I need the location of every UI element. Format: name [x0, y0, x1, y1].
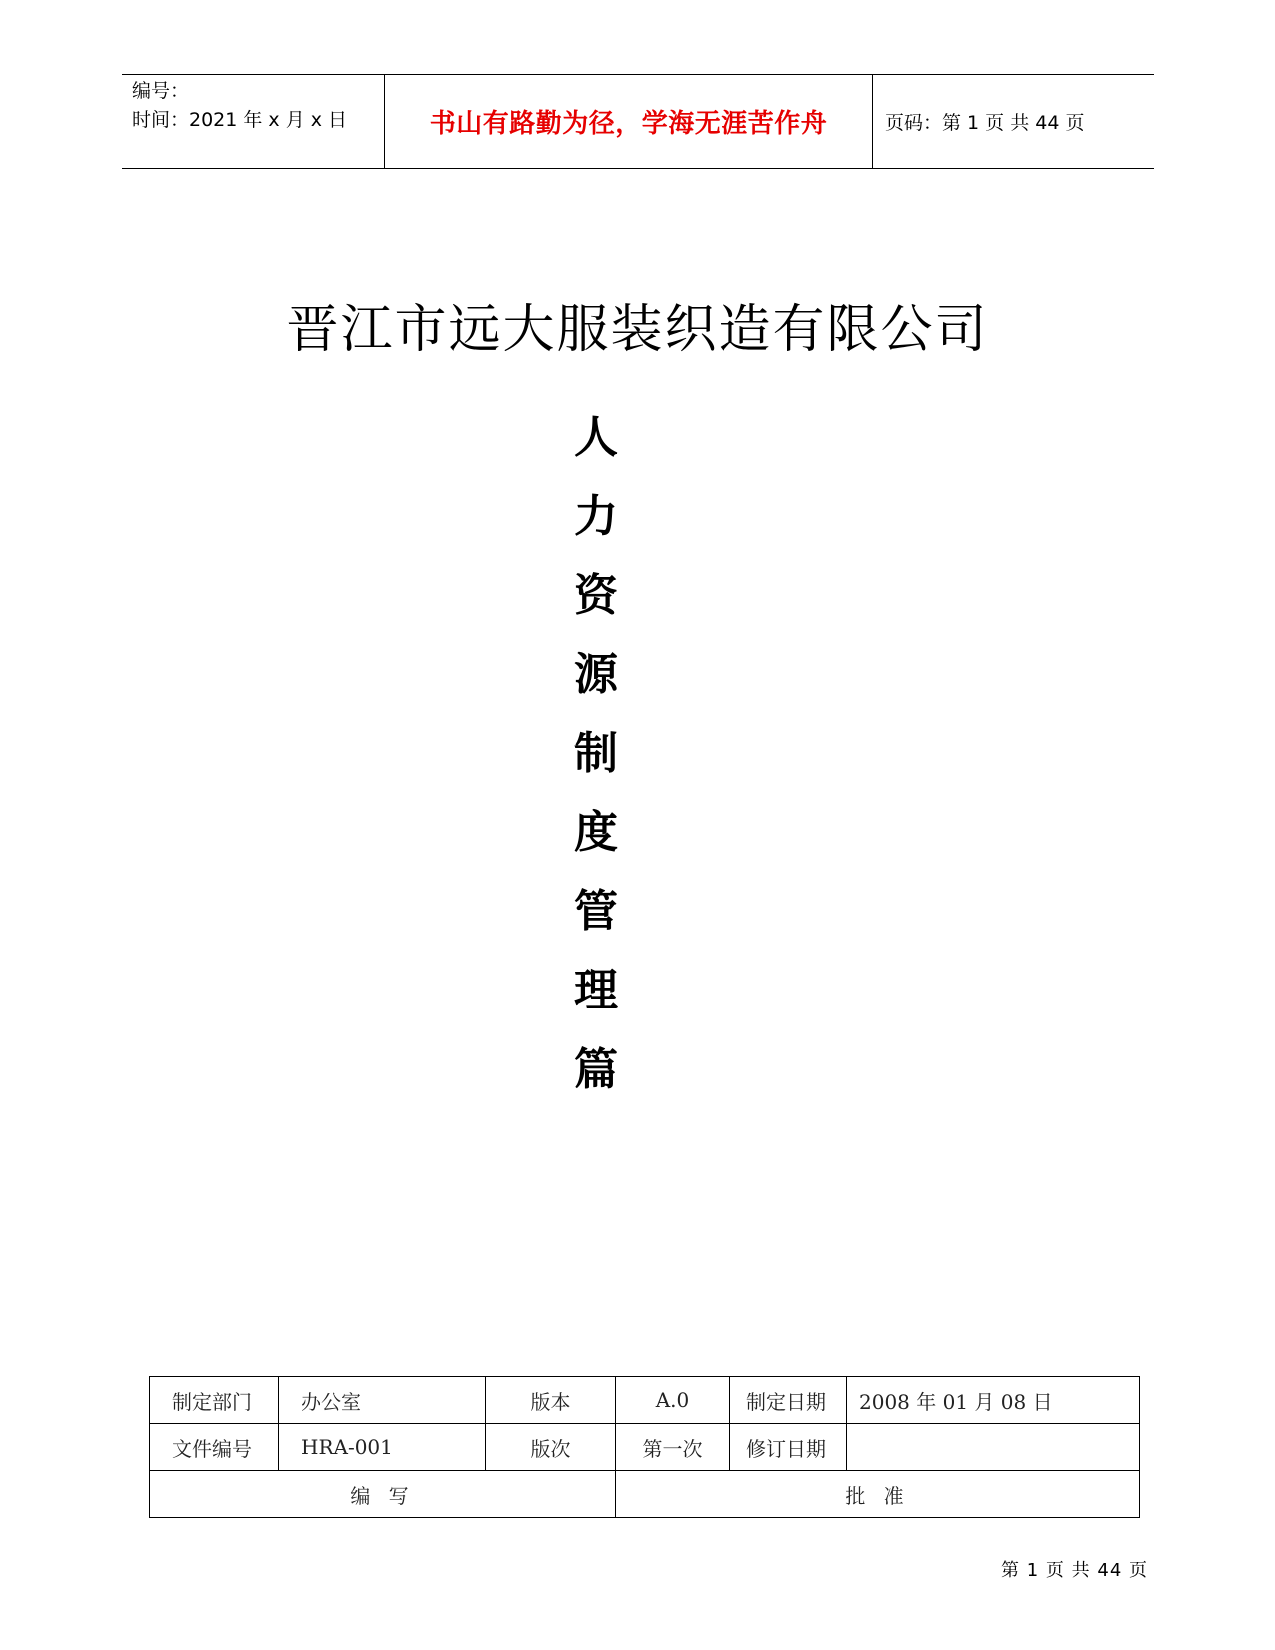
- document-title-char: 源: [574, 649, 618, 700]
- version-label: 版本: [486, 1377, 616, 1424]
- document-title-char: 力: [574, 491, 618, 542]
- write-label: 编 写: [150, 1471, 616, 1518]
- table-row: [150, 1471, 1140, 1518]
- document-title-char: 人: [574, 412, 618, 463]
- document-title-vertical: [566, 408, 626, 1119]
- page-header: [122, 74, 1154, 169]
- header-meta: [122, 75, 385, 168]
- document-title-char: 制: [574, 728, 618, 779]
- revise-date-label: 修订日期: [730, 1424, 847, 1471]
- document-title-char: 度: [574, 807, 618, 858]
- header-number-label: 编号：: [132, 80, 190, 102]
- table-row: [150, 1377, 1140, 1424]
- edition-label: 版次: [486, 1424, 616, 1471]
- document-title-char: 篇: [574, 1044, 618, 1095]
- document-title-char: 资: [574, 570, 618, 621]
- document-info-table: [149, 1376, 1140, 1518]
- edition-value: 第一次: [616, 1424, 730, 1471]
- page-footer: 第 1 页 共 44 页: [1001, 1560, 1148, 1581]
- made-date-value: 2008 年 01 月 08 日: [847, 1377, 1140, 1424]
- document-title-char: 管: [574, 886, 618, 937]
- file-no-value: HRA-001: [279, 1424, 486, 1471]
- dept-label: 制定部门: [150, 1377, 279, 1424]
- company-title: 晋江市远大服装织造有限公司: [286, 300, 989, 360]
- table-row: [150, 1424, 1140, 1471]
- file-no-label: 文件编号: [150, 1424, 279, 1471]
- document-title-char: 理: [574, 965, 618, 1016]
- made-date-label: 制定日期: [730, 1377, 847, 1424]
- revise-date-value: [847, 1424, 1140, 1471]
- header-motto: 书山有路勤为径，学海无涯苦作舟: [385, 75, 873, 168]
- approve-label: 批 准: [616, 1471, 1140, 1518]
- header-page-label: 页码：第 1 页 共 44 页: [885, 112, 1085, 134]
- dept-value: 办公室: [279, 1377, 486, 1424]
- version-value: A.0: [616, 1377, 730, 1424]
- header-time-label: 时间：2021 年 x 月 x 日: [132, 109, 348, 131]
